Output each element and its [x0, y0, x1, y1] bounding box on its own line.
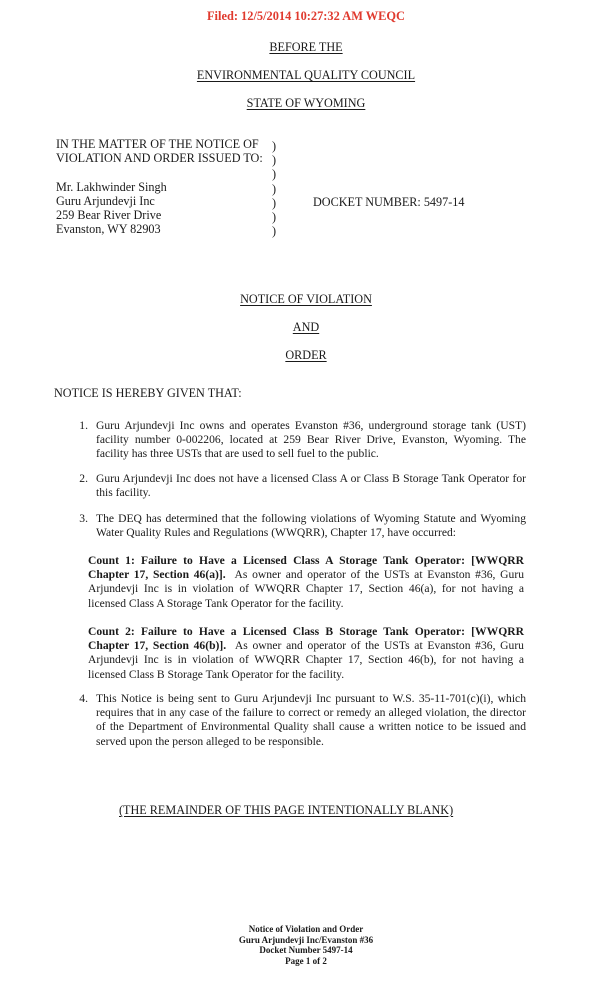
- remainder-blank-note: (THE REMAINDER OF THIS PAGE INTENTIONALLY BLANK): [119, 803, 454, 817]
- title-and: AND: [292, 320, 320, 334]
- title-order: ORDER: [285, 348, 327, 362]
- numbered-list: [58, 419, 526, 540]
- footer-docket: Docket Number 5497-14: [259, 945, 353, 956]
- respondent-company: Guru Arjundevji Inc: [56, 193, 155, 208]
- count-heading: Count 1: Failure to Have a Licensed Class A Storage Tank Operator: [WWQRR Chapter 17, Section 46(a)].: [88, 554, 524, 582]
- case-caption: [56, 137, 263, 236]
- item-text: This Notice is being sent to Guru Arjundevji Inc pursuant to W.S. 35-11-701(c)(i), which requires that in any case of the failure to correct or remedy an alleged violation, the director of the Department of Environmental Quality shall cause a written notice to be issued and served upon the person alleged to be responsible.: [96, 692, 526, 748]
- header-state: STATE OF WYOMING: [246, 96, 366, 110]
- caption-line: [56, 165, 263, 179]
- count-text: As owner and operator of the USTs at Evanston #36, Guru Arjundevji Inc is in violation of WWQRR Chapter 17, Section 46(b), for not having a licensed Class B Storage Tank Operator for the facility.: [88, 639, 524, 681]
- item-text: Guru Arjundevji Inc does not have a licensed Class A or Class B Storage Tank Operator for this facility.: [96, 471, 526, 499]
- item-number: 1.: [79, 419, 88, 432]
- caption-parentheses: ) ) ) ) ) ) ): [272, 139, 277, 239]
- title-notice-of-violation: NOTICE OF VIOLATION: [240, 292, 372, 306]
- footer-party: Guru Arjundevji Inc/Evanston #36: [238, 934, 374, 945]
- filed-stamp: Filed: 12/5/2014 10:27:32 AM WEQC: [206, 9, 405, 23]
- count-2: [0, 625, 524, 682]
- item-number: 2.: [79, 471, 88, 485]
- intro-heading: NOTICE IS HEREBY GIVEN THAT:: [54, 386, 242, 400]
- footer-title: Notice of Violation and Order: [248, 924, 364, 934]
- count-1: [0, 554, 524, 611]
- footer-page-number: Page 1 of 2: [285, 955, 327, 966]
- page-footer: [0, 924, 612, 966]
- item-text: The DEQ has determined that the following violations of Wyoming Statute and Wyoming Water Quality Rules and Regulations (WWQRR), Chapter 17, have occurred:: [96, 512, 526, 540]
- caption-line: IN THE MATTER OF THE NOTICE OF: [56, 137, 259, 151]
- list-item: [58, 692, 526, 749]
- caption-line: VIOLATION AND ORDER ISSUED TO:: [56, 151, 263, 166]
- respondent-city: Evanston, WY 82903: [56, 222, 161, 237]
- header-council: ENVIRONMENTAL QUALITY COUNCIL: [196, 68, 416, 82]
- item-text: Guru Arjundevji Inc owns and operates Evanston #36, underground storage tank (UST) facility number 0-002206, located at 259 Bear River Drive, Evanston, Wyoming. The facility has three USTs that are used to sell fuel to the public.: [96, 419, 526, 461]
- count-text: As owner and operator of the USTs at Evanston #36, Guru Arjundevji Inc is in violation of WWQRR Chapter 17, Section 46(a), for not having a licensed Class A Storage Tank Operator for the facility.: [88, 568, 524, 610]
- numbered-list-continued: [58, 692, 526, 749]
- item-number: 3.: [79, 512, 88, 526]
- count-heading: Count 2: Failure to Have a Licensed Class B Storage Tank Operator: [WWQRR Chapter 17, Section 46(b)].: [88, 625, 524, 653]
- header-before-the: BEFORE THE: [269, 40, 343, 54]
- list-item: [58, 512, 526, 540]
- respondent-street: 259 Bear River Drive: [56, 208, 162, 223]
- item-number: 4.: [79, 692, 88, 705]
- docket-number: DOCKET NUMBER: 5497-14: [313, 195, 465, 209]
- list-item: [58, 472, 526, 500]
- list-item: [58, 419, 526, 462]
- respondent-name: Mr. Lakhwinder Singh: [56, 179, 167, 194]
